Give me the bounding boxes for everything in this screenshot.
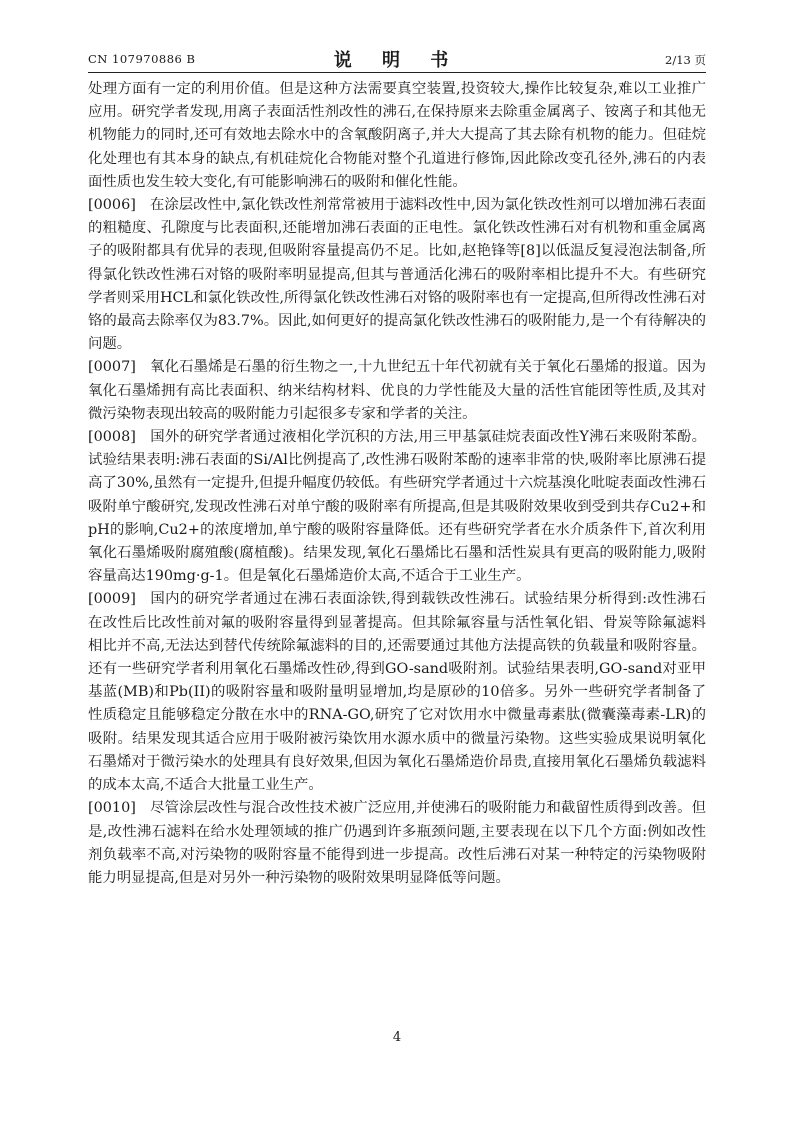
document-title: 说 明 书 bbox=[333, 50, 461, 71]
paragraph-text: 尽管涂层改性与混合改性技术被广泛应用,并使沸石的吸附能力和截留性质得到改善。但是,改性沸石滤料在给水处理领域的推广仍遇到许多瓶颈问题,主要表现在以下几个方面:例如改性剂负载率不高,对污染物的吸附容量不能得到进一步提高。改性后沸石对某一种特定的污染物吸附能力明显提高,但是对另外一种污染物的吸附效果明显降低等问题。 bbox=[88, 800, 706, 886]
page-header bbox=[88, 46, 706, 70]
paragraph-text: 在涂层改性中,氯化铁改性剂常常被用于滤料改性中,因为氯化铁改性剂可以增加沸石表面的粗糙度、孔隙度与比表面积,还能增加沸石表面的正电性。氯化铁改性沸石对有机物和重金属离子的吸附都具有优异的表现,但吸附容量提高仍不足。比如,赵艳锋等[8]以低温反复浸泡法制备,所得氯化铁改性沸石对铬的吸附率明显提高,但其与普通活化沸石的吸附率相比提升不大。有些研究学者则采用HCL和氯化铁改性,所得氯化铁改性沸石对铬的吸附率也有一定提高,但所得改性沸石对铬的最高去除率仅为83.7%。因此,如何更好的提高氯化铁改性沸石的吸附能力,是一个有待解决的问题。 bbox=[88, 197, 706, 353]
page-indicator: 2/13 页 bbox=[665, 53, 706, 67]
paragraph-number: [0009] bbox=[88, 591, 136, 608]
paragraph-text: 国内的研究学者通过在沸石表面涂铁,得到载铁改性沸石。试验结果分析得到:改性沸石在改性后比改性前对氟的吸附容量得到显著提高。但其除氟容量与活性氧化铝、骨炭等除氟滤料相比并不高,无法达到替代传统除氟滤料的目的,还需要通过其他方法提高铁的负载量和吸附容量。还有一些研究学者利用氧化石墨烯改性砂,得到GO-sand吸附剂。试验结果表明,GO-sand对亚甲基蓝(MB)和Pb(II)的吸附容量和吸附量明显增加,均是原砂的10倍多。另外一些研究学者制备了性质稳定且能够稳定分散在水中的RNA-GO,研究了它对饮用水中微量毒素肽(微囊藻毒素-LR)的吸附。结果发现其适合应用于吸附被污染饮用水源水质中的微量污染物。这些实验成果说明氧化石墨烯对于微污染水的处理具有良好效果,但因为氧化石墨烯造价昂贵,直接用氧化石墨烯负载滤料的成本太高,不适合大批量工业生产。 bbox=[88, 591, 706, 794]
document-body bbox=[88, 78, 706, 890]
paragraph-text: 处理方面有一定的利用价值。但是这种方法需要真空装置,投资较大,操作比较复杂,难以工业推广应用。研究学者发现,用离子表面活性剂改性的沸石,在保持原来去除重金属离子、铵离子和其他无机物能力的同时,还可有效地去除水中的含氧酸阴离子,并大大提高了其去除有机物的能力。但硅烷化处理也有其本身的缺点,有机硅烷化合物能对整个孔道进行修饰,因此除改变孔径外,沸石的内表面性质也发生较大变化,有可能影响沸石的吸附和催化性能。 bbox=[88, 81, 706, 190]
paragraph-number: [0007] bbox=[88, 359, 136, 376]
paragraph-0008 bbox=[88, 426, 706, 588]
paragraph-0010 bbox=[88, 797, 706, 890]
paragraph-text: 国外的研究学者通过液相化学沉积的方法,用三甲基氯硅烷表面改性Y沸石来吸附苯酚。试验结果表明:沸石表面的Si/Al比例提高了,改性沸石吸附苯酚的速率非常的快,吸附率比原沸石提高了30%,虽然有一定提升,但提升幅度仍较低。有些研究学者通过十六烷基溴化吡啶表面改性沸石吸附单宁酸研究,发现改性沸石对单宁酸的吸附率有所提高,但是其吸附效果收到受到共存Cu2+和pH的影响,Cu2+的浓度增加,单宁酸的吸附容量降低。还有些研究学者在水介质条件下,首次利用氧化石墨烯吸附腐殖酸(腐植酸)。结果发现,氧化石墨烯比石墨和活性炭具有更高的吸附能力,吸附容量高达190mg·g-1。但是氧化石墨烯造价太高,不适合于工业生产。 bbox=[88, 429, 706, 585]
paragraph-continued bbox=[88, 78, 706, 194]
paragraph-0007 bbox=[88, 356, 706, 426]
paragraph-number: [0010] bbox=[88, 800, 136, 817]
patent-number: CN 107970886 B bbox=[88, 52, 196, 66]
page-number: 4 bbox=[392, 1030, 402, 1045]
paragraph-text: 氧化石墨烯是石墨的衍生物之一,十九世纪五十年代初就有关于氧化石墨烯的报道。因为氧化石墨烯拥有高比表面积、纳米结构材料、优良的力学性能及大量的活性官能团等性质,及其对微污染物表现出较高的吸附能力引起很多专家和学者的关注。 bbox=[88, 359, 706, 422]
paragraph-0009 bbox=[88, 588, 706, 797]
header-rule bbox=[88, 72, 706, 73]
paragraph-number: [0006] bbox=[88, 197, 136, 214]
paragraph-0006 bbox=[88, 194, 706, 356]
paragraph-number: [0008] bbox=[88, 429, 136, 446]
